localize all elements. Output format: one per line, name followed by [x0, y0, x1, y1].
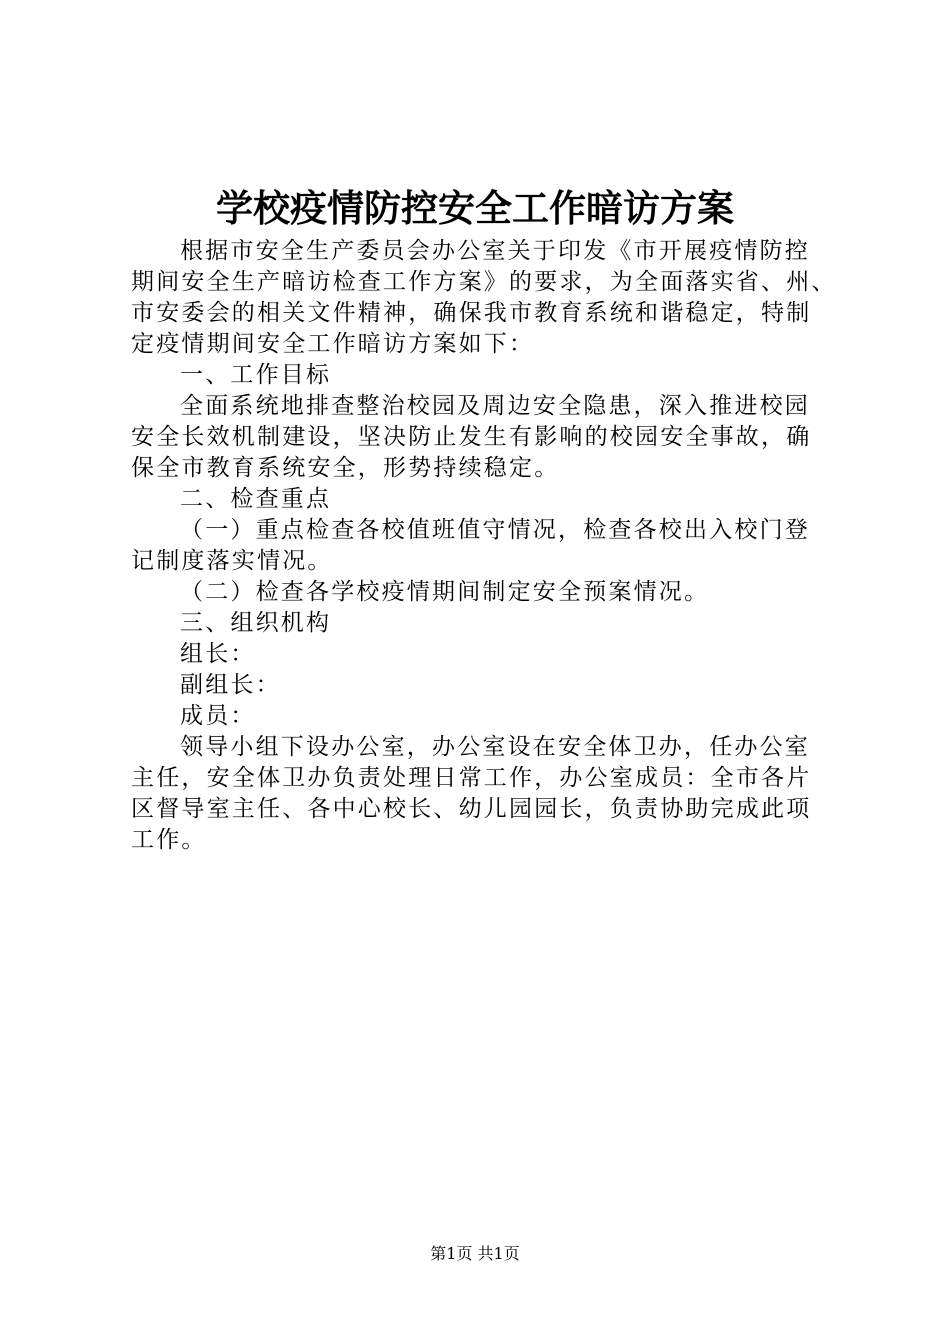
document-body: [131, 236, 837, 856]
section-heading: 一、工作目标: [180, 362, 332, 388]
list-item: 成员：: [180, 703, 256, 729]
paragraph-line: 记制度落实情况。: [131, 548, 333, 574]
list-item: 副组长：: [180, 672, 281, 698]
paragraph-line: 定疫情期间安全工作暗访方案如下：: [131, 331, 535, 357]
paragraph-line: 主任，安全体卫办负责处理日常工作，办公室成员：全市各片: [131, 765, 812, 791]
paragraph-line: 区督导室主任、各中心校长、幼儿园园长，负责协助完成此项: [131, 796, 812, 822]
paragraph-line: 期间安全生产暗访检查工作方案》的要求，为全面落实省、州、: [131, 269, 837, 295]
paragraph-line: （一）重点检查各校值班值守情况，检查各校出入校门登: [180, 517, 810, 543]
page-footer: 第1页 共1页: [430, 1244, 520, 1263]
paragraph-line: 全面系统地排查整治校园及周边安全隐患，深入推进校园: [180, 393, 810, 419]
paragraph-line: 保全市教育系统安全，形势持续稳定。: [131, 455, 560, 481]
list-item: 组长：: [180, 641, 256, 667]
paragraph-line: 市安委会的相关文件精神，确保我市教育系统和谐稳定，特制: [131, 300, 812, 326]
paragraph-line: 安全长效机制建设，坚决防止发生有影响的校园安全事故，确: [131, 424, 812, 450]
paragraph-line: 领导小组下设办公室，办公室设在安全体卫办，任办公室: [180, 734, 810, 760]
paragraph-line: 工作。: [131, 827, 207, 853]
section-heading: 三、组织机构: [180, 610, 332, 636]
document-title: 学校疫情防控安全工作暗访方案: [216, 186, 734, 230]
paragraph-line: 根据市安全生产委员会办公室关于印发《市开展疫情防控: [180, 238, 810, 264]
paragraph-line: （二）检查各学校疫情期间制定安全预案情况。: [180, 579, 710, 605]
section-heading: 二、检查重点: [180, 486, 332, 512]
